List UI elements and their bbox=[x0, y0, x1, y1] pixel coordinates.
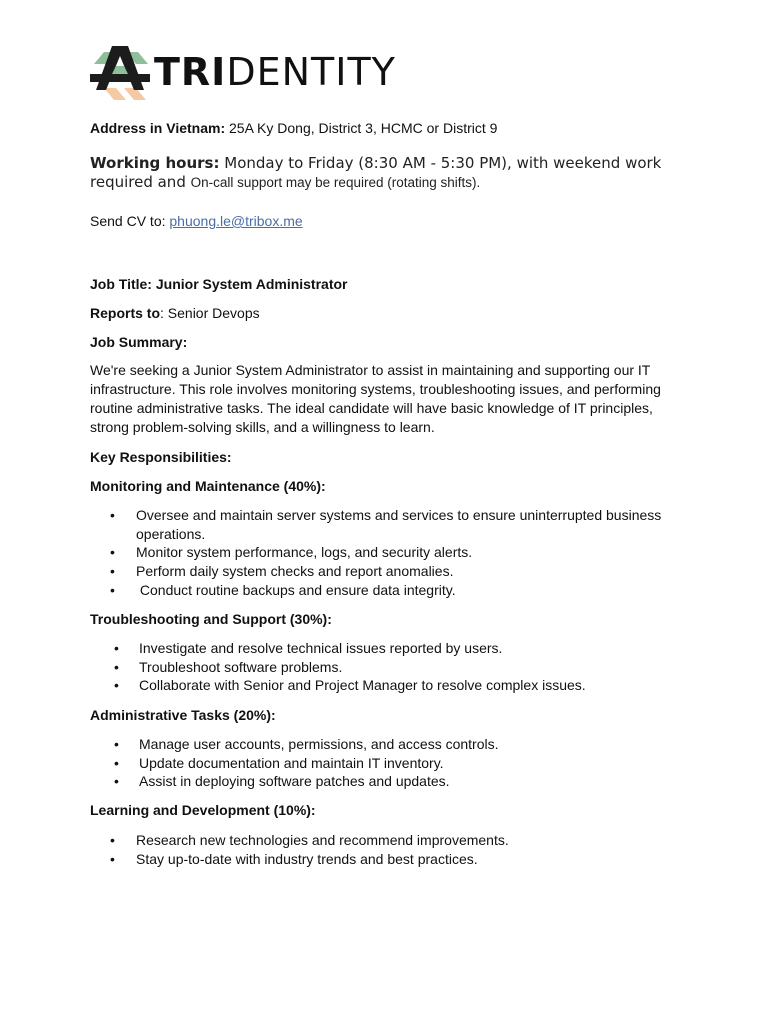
email-link[interactable]: phuong.le@tribox.me bbox=[169, 213, 303, 229]
section-heading-monitoring: Monitoring and Maintenance (40%): bbox=[90, 478, 326, 494]
send-cv-label: Send CV to: bbox=[90, 213, 166, 229]
tridentity-logo-icon bbox=[90, 44, 150, 100]
address-label: Address in Vietnam: bbox=[90, 120, 226, 136]
list-monitoring bbox=[90, 506, 680, 600]
company-logo bbox=[90, 44, 396, 100]
responsibilities-heading: Key Responsibilities: bbox=[90, 449, 232, 465]
list-item: • Update documentation and maintain IT inventory. bbox=[90, 754, 680, 773]
reports-label: Reports to bbox=[90, 305, 160, 321]
hours-label: Working hours: bbox=[90, 154, 220, 172]
job-summary-text: We're seeking a Junior System Administrator to assist in maintaining and supporting our IT infrastructure. This role involves monitoring systems, troubleshooting issues, and performing routine administrative tasks. The ideal candidate will have basic knowledge of IT principles, strong problem-solving skills, and a willingness to learn. bbox=[90, 362, 661, 435]
list-item: • Assist in deploying software patches and updates. bbox=[90, 772, 680, 791]
list-administrative bbox=[90, 735, 680, 791]
address-value: 25A Ky Dong, District 3, HCMC or District 9 bbox=[229, 120, 498, 136]
list-item: • Manage user accounts, permissions, and access controls. bbox=[90, 735, 680, 754]
logo-wordmark: TRIDENTITY bbox=[154, 50, 396, 94]
list-item: • Oversee and maintain server systems and services to ensure uninterrupted business operations. bbox=[90, 506, 680, 543]
hours-value: Monday to Friday (8:30 AM - 5:30 PM), with weekend work required and bbox=[90, 154, 662, 191]
list-item: • Perform daily system checks and report anomalies. bbox=[90, 562, 680, 581]
reports-value: : Senior Devops bbox=[160, 305, 260, 321]
address-line bbox=[90, 119, 497, 137]
section-heading-learning: Learning and Development (10%): bbox=[90, 802, 316, 818]
list-item: • Stay up-to-date with industry trends and best practices. bbox=[90, 850, 680, 869]
list-item: • Research new technologies and recommend improvements. bbox=[90, 831, 680, 850]
working-hours bbox=[90, 154, 690, 192]
list-item: • Conduct routine backups and ensure data integrity. bbox=[90, 581, 680, 600]
hours-note: On-call support may be required (rotating shifts). bbox=[190, 175, 481, 190]
section-heading-administrative: Administrative Tasks (20%): bbox=[90, 707, 276, 723]
job-summary-heading: Job Summary: bbox=[90, 334, 188, 350]
send-cv-line bbox=[90, 212, 303, 230]
reports-to bbox=[90, 304, 260, 322]
list-learning bbox=[90, 831, 680, 868]
list-item: • Troubleshoot software problems. bbox=[90, 658, 680, 677]
section-heading-troubleshooting: Troubleshooting and Support (30%): bbox=[90, 611, 332, 627]
list-troubleshooting bbox=[90, 639, 680, 695]
job-title: Job Title: Junior System Administrator bbox=[90, 276, 348, 292]
list-item: • Investigate and resolve technical issues reported by users. bbox=[90, 639, 680, 658]
list-item: • Monitor system performance, logs, and security alerts. bbox=[90, 543, 680, 562]
list-item: • Collaborate with Senior and Project Manager to resolve complex issues. bbox=[90, 676, 680, 695]
